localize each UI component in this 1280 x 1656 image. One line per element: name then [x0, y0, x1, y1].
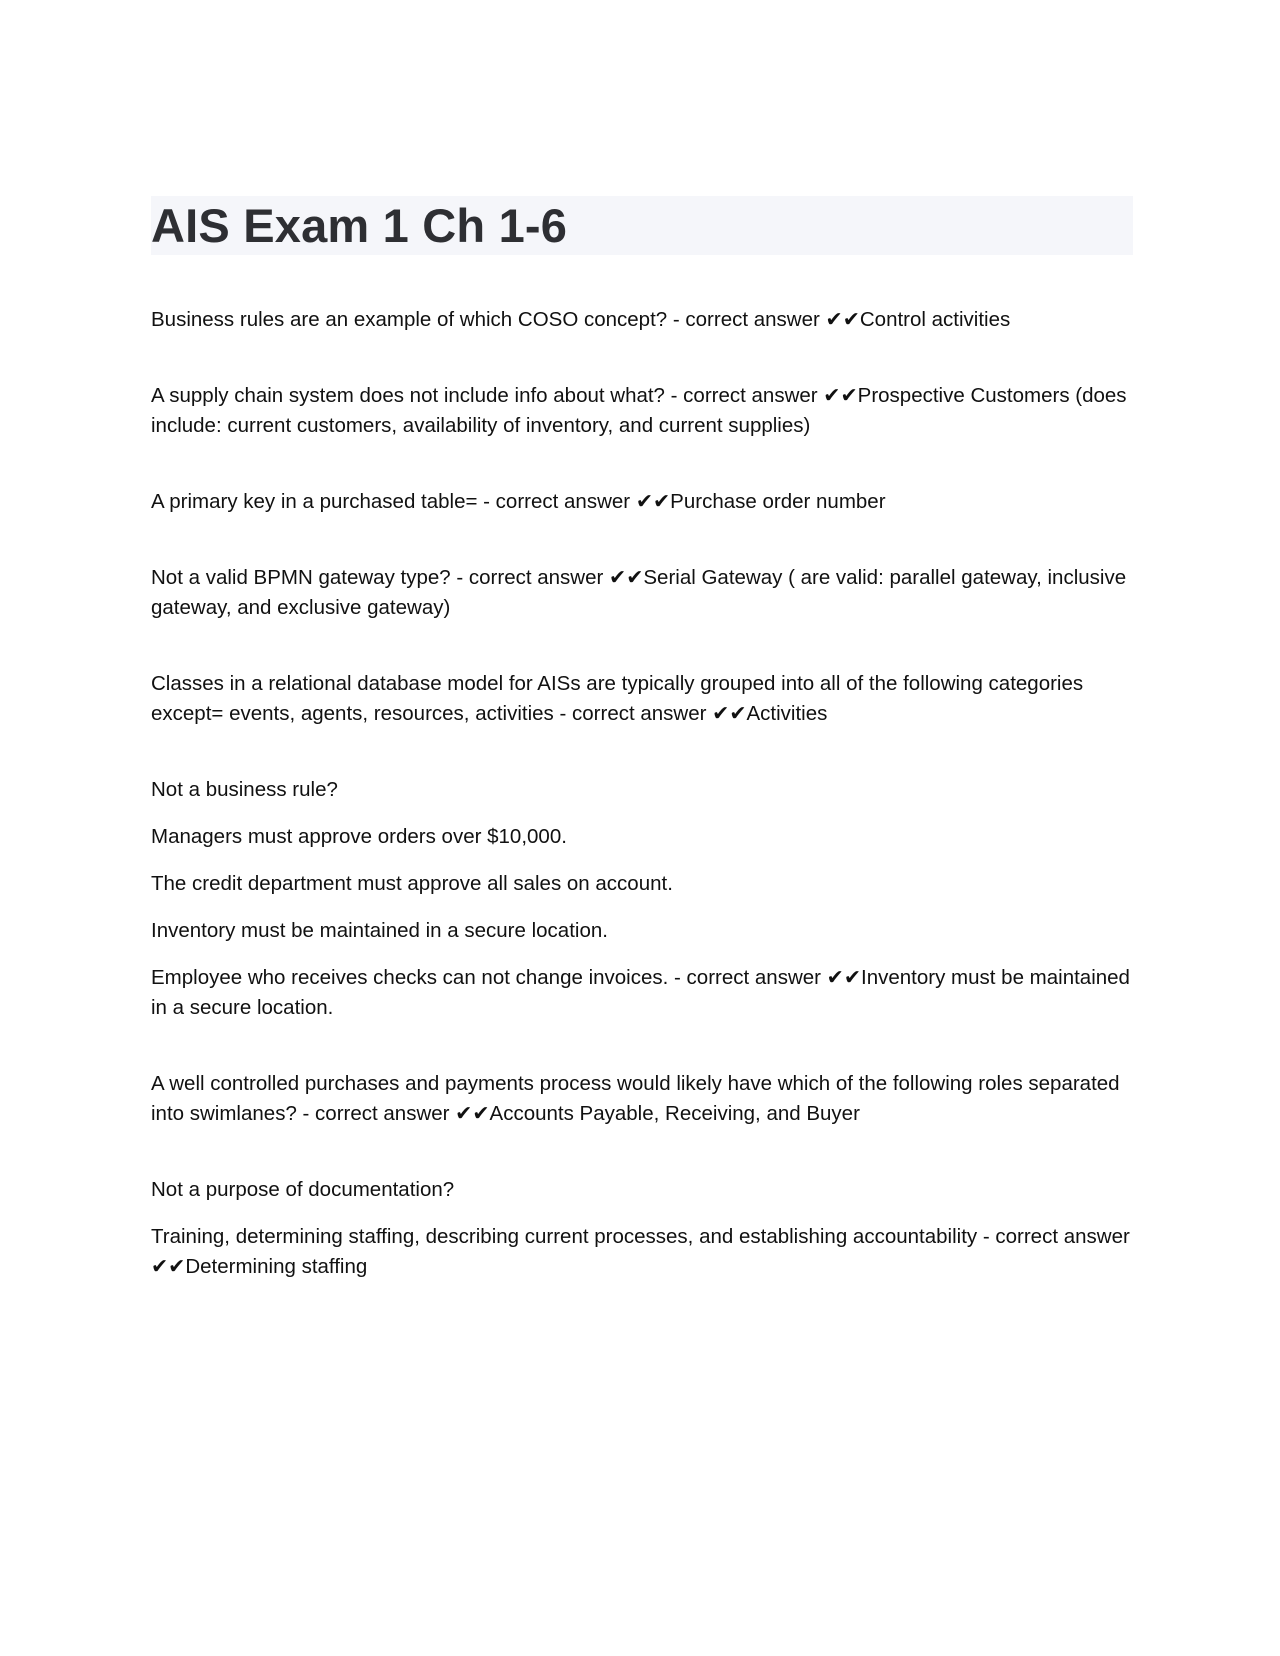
qa-item-6 [151, 775, 1133, 1023]
qa-item-4 [151, 563, 1133, 623]
qa-option-answer: Employee who receives checks can not change invoices. - correct answer ✔✔Inventory must be maintained in a secure location. [151, 966, 1130, 1019]
qa-item-3 [151, 487, 1133, 517]
document-title: AIS Exam 1 Ch 1-6 [151, 199, 568, 252]
qa-text: Business rules are an example of which COSO concept? - correct answer ✔✔Control activities [151, 308, 1011, 331]
title-band [151, 196, 1133, 255]
qa-text: A supply chain system does not include info about what? - correct answer ✔✔Prospective Customers (does include: current customers, availability of inventory, and current supplies) [151, 384, 1127, 437]
qa-option: Inventory must be maintained in a secure location. [151, 919, 608, 942]
qa-question: Not a business rule? [151, 778, 338, 801]
qa-text: Not a valid BPMN gateway type? - correct answer ✔✔Serial Gateway ( are valid: parallel gateway, inclusive gateway, and exclusive gateway) [151, 566, 1127, 619]
qa-question: Not a purpose of documentation? [151, 1178, 455, 1201]
qa-text: Classes in a relational database model for AISs are typically grouped into all of the following categories except= events, agents, resources, activities - correct answer ✔✔Activities [151, 672, 1084, 725]
qa-item-1 [151, 305, 1133, 335]
qa-item-7 [151, 1069, 1133, 1129]
qa-option: Managers must approve orders over $10,000. [151, 825, 567, 848]
qa-item-8 [151, 1175, 1133, 1282]
qa-text: A well controlled purchases and payments process would likely have which of the following roles separated into swimlanes? - correct answer ✔✔Accounts Payable, Receiving, and Buyer [151, 1072, 1120, 1125]
qa-item-5 [151, 669, 1133, 729]
qa-option: The credit department must approve all sales on account. [151, 872, 673, 895]
qa-option-answer: Training, determining staffing, describing current processes, and establishing accountability - correct answer ✔✔Determining staffing [151, 1225, 1130, 1278]
qa-text: A primary key in a purchased table= - correct answer ✔✔Purchase order number [151, 490, 886, 513]
document-page [151, 196, 1133, 1299]
qa-item-2 [151, 381, 1133, 441]
